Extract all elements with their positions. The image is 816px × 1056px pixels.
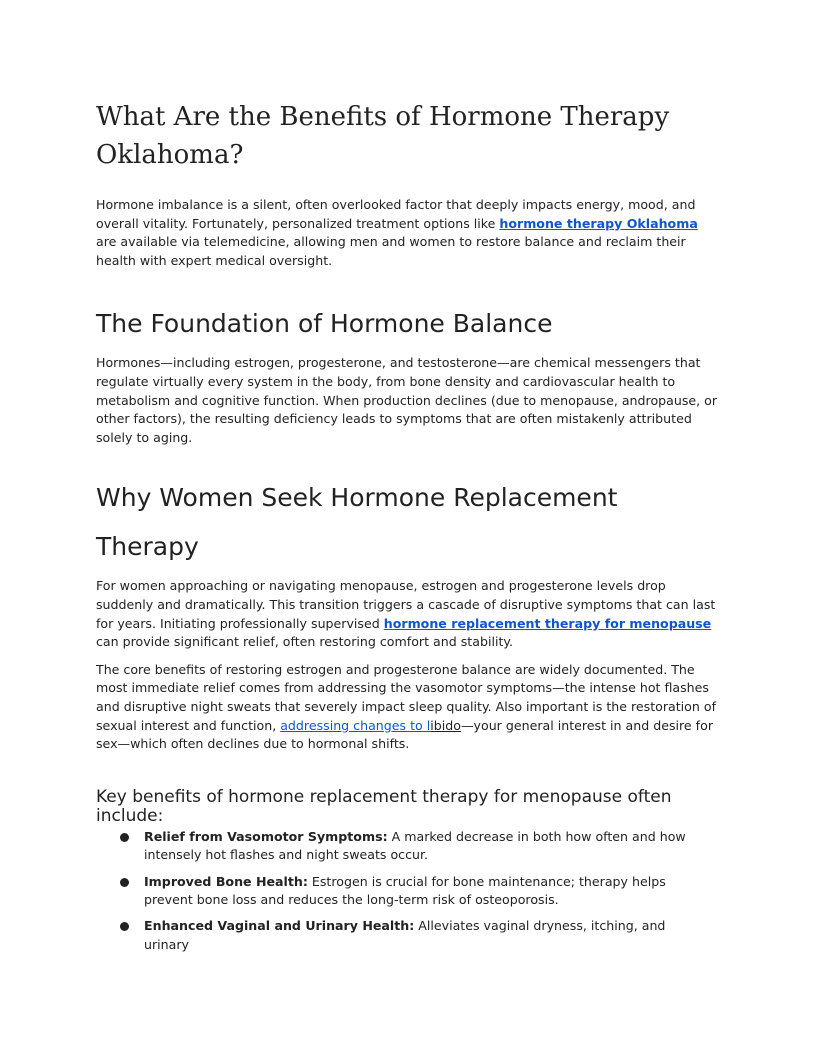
women-paragraph-1	[96, 577, 720, 651]
bullet-icon	[120, 833, 129, 842]
list-item	[96, 873, 689, 910]
list-item	[96, 917, 689, 954]
benefit-label: Enhanced Vaginal and Urinary Health:	[144, 918, 415, 934]
benefit-text: Alleviates vaginal dryness, itching, and urinary	[144, 918, 666, 952]
title-line-1: What Are the Benefits of Hormone Therapy	[96, 102, 670, 132]
women-heading	[96, 473, 720, 571]
bullet-icon	[120, 878, 129, 887]
benefits-list	[96, 828, 720, 954]
intro-text-end: are available via telemedicine, allowing men and women to restore balance and reclaim their health with expert medical oversight.	[96, 234, 686, 268]
document-page	[96, 98, 720, 962]
libido-changes-link[interactable]: addressing changes to l	[280, 717, 431, 733]
women-p2-text-start: The core benefits of restoring estrogen and progesterone balance are widely documented. The most immediate relief comes from addressing the vasomotor symptoms—the intense hot flashes and disruptive night sweats that severely impact sleep quality. Also important is the restoration of sexual interest and function,	[96, 661, 717, 733]
page-title	[96, 98, 720, 174]
benefit-label: Improved Bone Health:	[144, 873, 308, 889]
libido-underlined-text: ibido	[430, 717, 461, 733]
benefit-text: A marked decrease in both how often and how	[387, 828, 686, 844]
hormone-therapy-oklahoma-link[interactable]: hormone therapy Oklahoma	[499, 215, 698, 231]
list-item	[96, 828, 689, 865]
women-p1-text-start: For women approaching or navigating menopause, estrogen and progesterone levels drop suddenly and dramatically. This transition triggers a cascade of disruptive symptoms that can last for years. Initiating professionally supervised	[96, 578, 716, 631]
hrt-menopause-link[interactable]: hormone replacement therapy for menopause	[383, 615, 712, 631]
intro-paragraph	[96, 196, 720, 270]
foundation-paragraph: Hormones—including estrogen, progesterone, and testosterone—are chemical messengers that regulate virtually every system in the body, from bone density and cardiovascular health to metabolism and cognitive function. When production declines (due to menopause, andropause, or other factors), the resulting deficiency leads to symptoms that are often mistakenly attributed solely to aging.	[96, 355, 718, 445]
women-paragraph-2	[96, 661, 720, 754]
women-heading-line-1: Why Women Seek Hormone Replacement	[96, 483, 618, 513]
benefit-label: Relief from Vasomotor Symptoms:	[144, 828, 388, 844]
women-p1-text-end: can provide significant relief, often restoring comfort and stability.	[96, 634, 514, 650]
benefit-text: Estrogen is crucial for bone maintenance; therapy helps prevent bone loss and reduces the long-term risk of osteoporosis.	[144, 873, 666, 907]
foundation-heading: The Foundation of Hormone Balance	[96, 309, 553, 339]
benefits-heading: Key benefits of hormone replacement therapy for menopause often include:	[96, 786, 672, 826]
intro-text-start: Hormone imbalance is a silent, often overlooked factor that deeply impacts energy, mood, and overall vitality. Fortunately, personalized treatment options like	[96, 197, 696, 231]
women-p2-text-end: —your general interest in and desire for sex—which often declines due to hormonal shifts.	[96, 717, 713, 752]
women-heading-line-2: Therapy	[96, 532, 199, 562]
benefit-text-continued: intensely hot flashes and night sweats occur.	[144, 847, 429, 863]
title-line-2: Oklahoma?	[96, 140, 244, 170]
bullet-icon	[120, 922, 129, 931]
